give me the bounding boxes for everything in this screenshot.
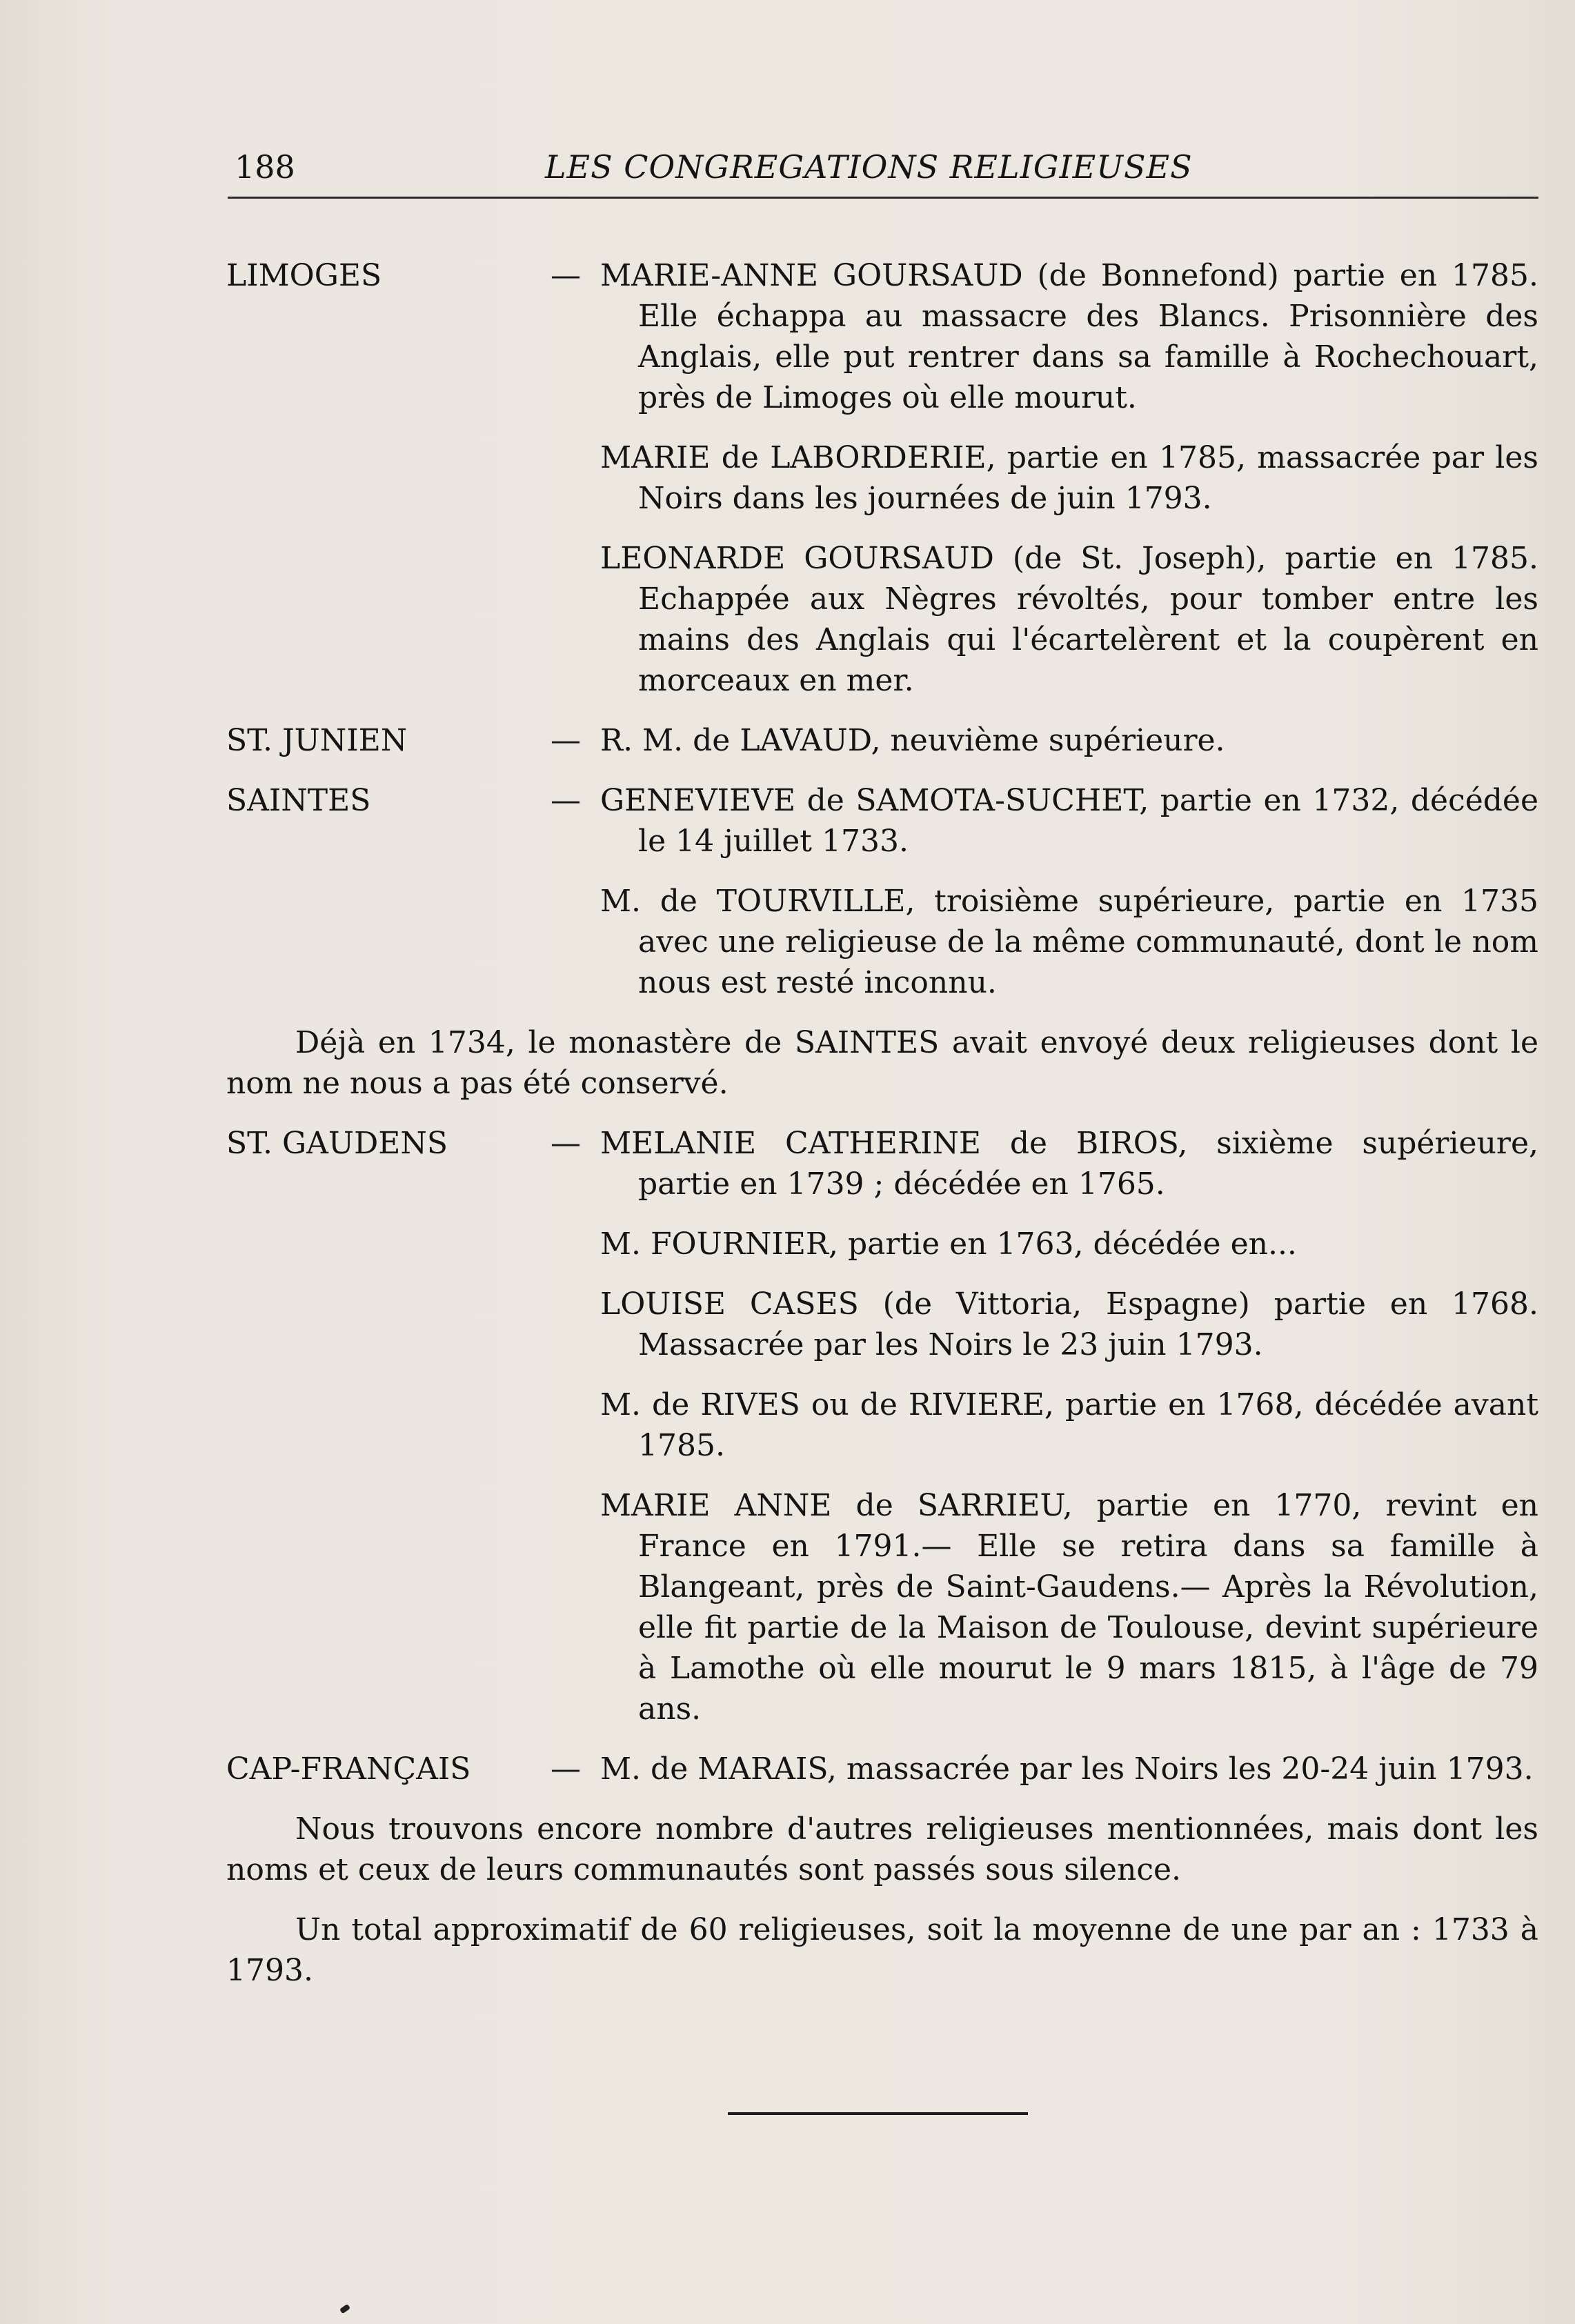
em-dash (551, 1224, 600, 1264)
em-dash (551, 1284, 600, 1365)
entry (551, 255, 1538, 418)
section-saintes (226, 780, 1538, 1003)
entry-text: R. M. de LAVAUD, neuvième supérieure. (600, 723, 1225, 758)
section-limoges (226, 255, 1538, 701)
header-rule (228, 197, 1538, 199)
entry-text: LEONARDE GOURSAUD (de St. Joseph), partie en 1785. Echappée aux Nègres révoltés, pour tomber entre les mains des Anglais qui l'écartelèrent et la coupèrent en morceaux en mer. (600, 541, 1538, 698)
running-header (228, 148, 1538, 197)
entry-list (551, 255, 1538, 701)
entry-text: M. de MARAIS, massacrée par les Noirs les 20-24 juin 1793. (600, 1751, 1534, 1787)
em-dash (551, 881, 600, 1003)
em-dash: — (551, 1751, 581, 1787)
closing-paragraph-1: Nous trouvons encore nombre d'autres religieuses mentionnées, mais dont les noms et ceux de leurs communautés sont passés sous silence. (226, 1811, 1538, 1887)
entry-text: MELANIE CATHERINE de BIROS, sixième supérieure, partie en 1739 ; décédée en 1765. (600, 1126, 1538, 1202)
em-dash (551, 1384, 600, 1466)
entry (551, 780, 1538, 862)
entry-list (551, 1749, 1538, 1789)
entry (551, 720, 1538, 761)
entry-text: MARIE de LABORDERIE, partie en 1785, massacrée par les Noirs dans les journées de juin 1793. (600, 440, 1538, 516)
entry (551, 881, 1538, 1003)
entry (551, 1384, 1538, 1466)
em-dash (551, 538, 600, 701)
entry (551, 1284, 1538, 1365)
em-dash: — (551, 723, 581, 758)
entry (551, 1224, 1538, 1264)
entry-list (551, 1123, 1538, 1729)
place-name: ST. GAUDENS (226, 1126, 448, 1161)
place-name: LIMOGES (226, 258, 382, 293)
section-cap-francais (226, 1749, 1538, 1789)
place-name: ST. JUNIEN (226, 723, 408, 758)
entry (551, 1749, 1538, 1789)
page-body (226, 255, 1538, 2010)
paragraph-saintes: Déjà en 1734, le monastère de SAINTES avait envoyé deux religieuses dont le nom ne nous a pas été conservé. (226, 1025, 1538, 1101)
em-dash: — (551, 1126, 581, 1161)
entry-text: MARIE-ANNE GOURSAUD (de Bonnefond) partie en 1785. Elle échappa au massacre des Blancs. Prisonnière des Anglais, elle put rentrer dans sa famille à Rochechouart, près de Limoges où elle mourut. (600, 258, 1538, 415)
place-name: CAP-FRANÇAIS (226, 1751, 471, 1787)
closing-paragraph-2: Un total approximatif de 60 religieuses, soit la moyenne de une par an : 1733 à 1793. (226, 1912, 1538, 1988)
em-dash (551, 437, 600, 519)
entry-list (551, 780, 1538, 1003)
page-number: 188 (235, 148, 295, 186)
em-dash: — (551, 258, 581, 293)
entry (551, 1123, 1538, 1204)
entry-text: GENEVIEVE de SAMOTA-SUCHET, partie en 1732, décédée le 14 juillet 1733. (600, 783, 1538, 859)
entry-text: M. de TOURVILLE, troisième supérieure, partie en 1735 avec une religieuse de la même communauté, dont le nom nous est resté inconnu. (600, 884, 1538, 1000)
section-st-junien (226, 720, 1538, 761)
entry-text: M. FOURNIER, partie en 1763, décédée en... (600, 1226, 1297, 1262)
place-name: SAINTES (226, 783, 371, 818)
em-dash: — (551, 783, 581, 818)
entry (551, 538, 1538, 701)
entry-text: MARIE ANNE de SARRIEU, partie en 1770, revint en France en 1791.— Elle se retira dans sa famille à Blangeant, près de Saint-Gaudens.— Après la Révolution, elle fit partie de la Maison de Toulouse, devint supérieure à Lamothe où elle mourut le 9 mars 1815, à l'âge de 79 ans. (600, 1488, 1538, 1727)
entry-list (551, 720, 1538, 761)
em-dash (551, 1485, 600, 1729)
end-rule (728, 2112, 1028, 2115)
entry-text: LOUISE CASES (de Vittoria, Espagne) partie en 1768. Massacrée par les Noirs le 23 juin 1793. (600, 1287, 1538, 1362)
entry (551, 437, 1538, 519)
running-title: LES CONGREGATIONS RELIGIEUSES (545, 148, 1193, 186)
entry-text: M. de RIVES ou de RIVIERE, partie en 1768, décédée avant 1785. (600, 1387, 1538, 1463)
section-st-gaudens (226, 1123, 1538, 1729)
entry (551, 1485, 1538, 1729)
